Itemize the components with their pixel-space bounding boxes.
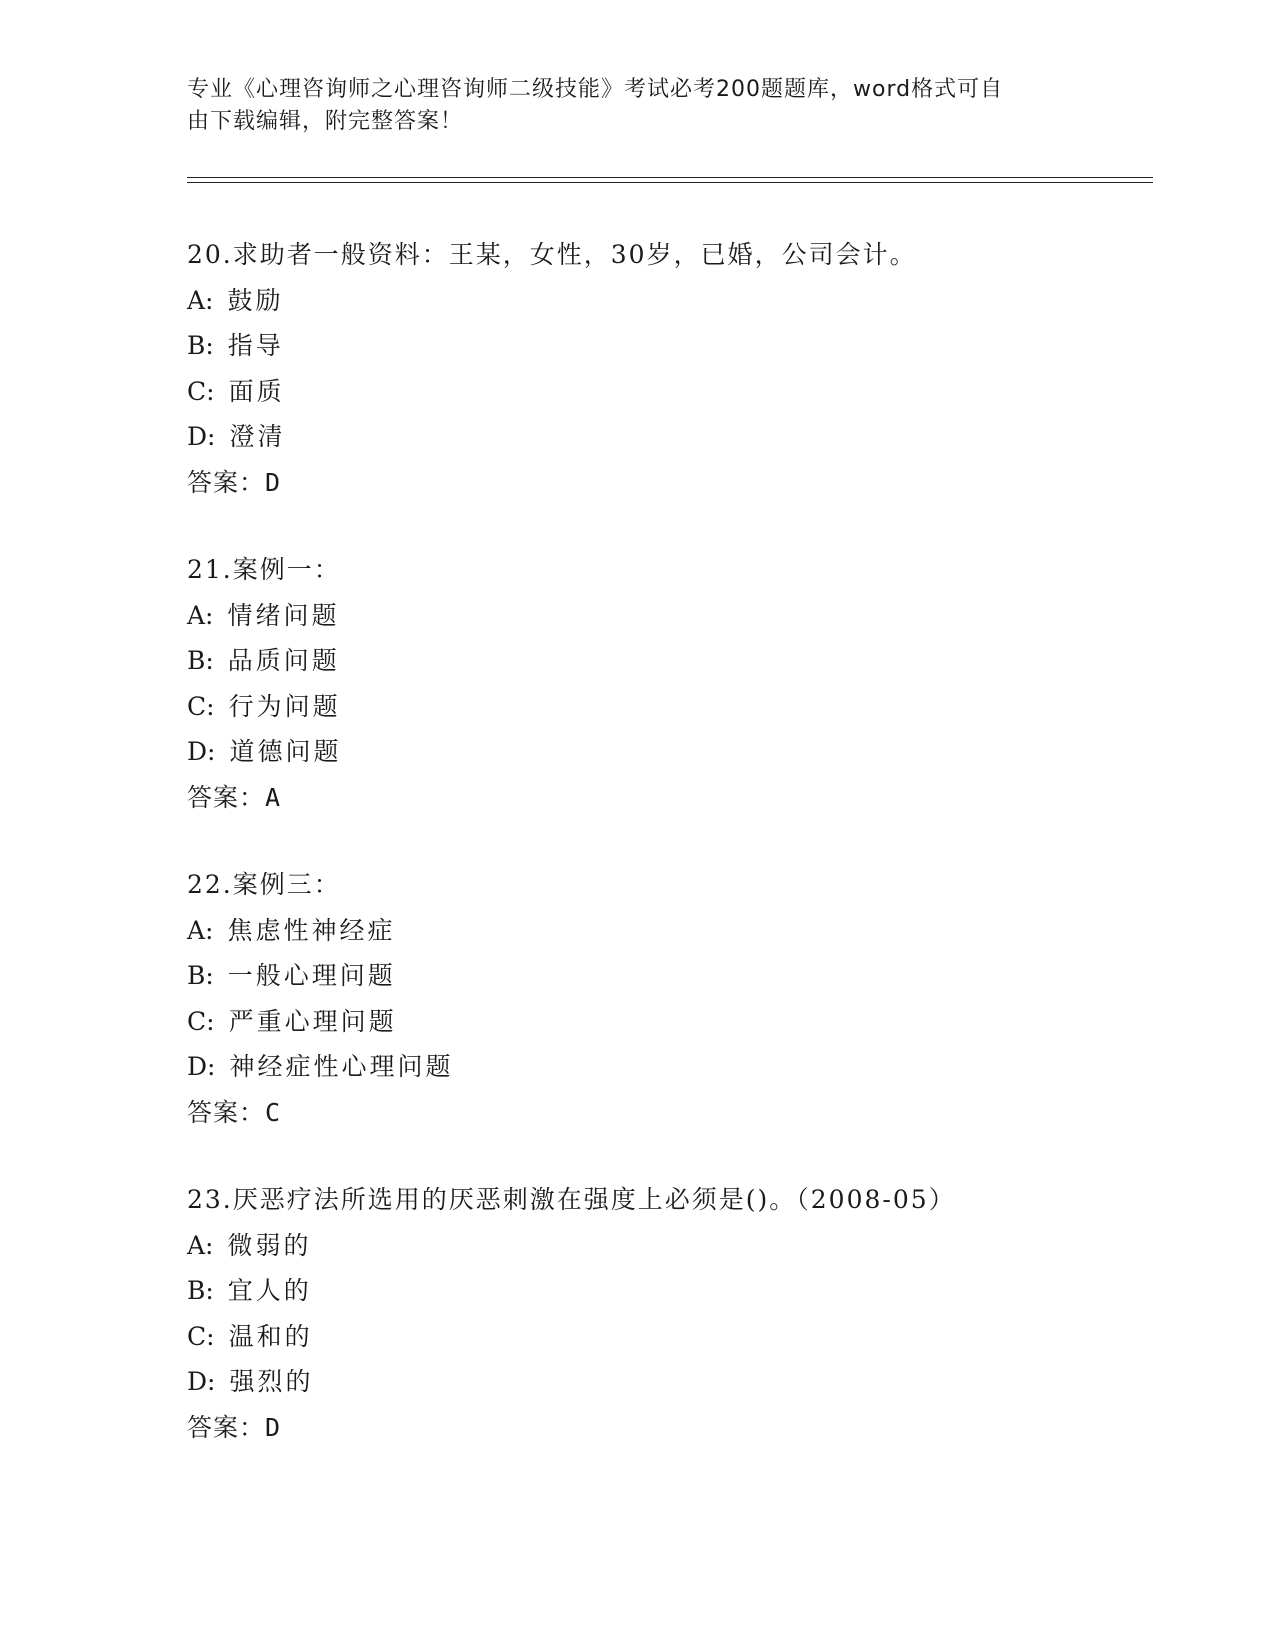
option-letter: B:	[187, 646, 214, 675]
question-21	[187, 547, 1147, 820]
option-letter: A:	[187, 600, 214, 630]
option-letter: C:	[187, 376, 215, 406]
answer-line	[187, 1405, 1147, 1451]
option-letter: A:	[187, 1230, 214, 1260]
answer-value: D	[265, 467, 281, 497]
document-header	[187, 74, 1067, 138]
option-letter: C:	[187, 1321, 215, 1351]
option-d	[187, 1359, 1147, 1405]
option-letter: D:	[187, 737, 216, 766]
header-line-2: 由下载编辑，附完整答案！	[187, 109, 464, 134]
question-stem: 21.案例一：	[187, 555, 341, 584]
option-text: 行为问题	[228, 691, 341, 721]
option-text: 温和的	[228, 1321, 313, 1351]
option-a	[187, 593, 1147, 639]
header-divider-top	[187, 177, 1153, 178]
option-letter: B:	[187, 1276, 214, 1305]
option-text: 品质问题	[227, 646, 340, 675]
question-stem: 22.案例三：	[187, 870, 341, 899]
option-letter: B:	[187, 961, 214, 990]
option-text: 焦虑性神经症	[227, 915, 396, 945]
option-text: 神经症性心理问题	[229, 1052, 454, 1081]
option-letter: D:	[187, 422, 216, 451]
option-d	[187, 1044, 1147, 1090]
question-20	[187, 232, 1147, 505]
option-letter: C:	[187, 691, 215, 721]
option-a	[187, 278, 1147, 324]
answer-value: C	[265, 1097, 281, 1127]
option-letter: A:	[187, 915, 214, 945]
option-c	[187, 684, 1147, 730]
option-text: 面质	[228, 376, 285, 406]
option-text: 微弱的	[227, 1230, 312, 1260]
option-d	[187, 414, 1147, 460]
option-c	[187, 1314, 1147, 1360]
question-22	[187, 862, 1147, 1135]
answer-label: 答案：	[187, 782, 266, 812]
answer-value: D	[265, 1412, 281, 1442]
option-text: 严重心理问题	[228, 1006, 397, 1036]
option-text: 指导	[227, 331, 284, 360]
option-letter: B:	[187, 331, 214, 360]
option-text: 宜人的	[227, 1276, 312, 1305]
option-text: 情绪问题	[227, 600, 340, 630]
question-stem: 20.求助者一般资料：王某，女性，30岁，已婚，公司会计。	[187, 240, 917, 269]
option-letter: C:	[187, 1006, 215, 1036]
answer-label: 答案：	[187, 467, 266, 497]
option-text: 强烈的	[229, 1367, 314, 1396]
option-b	[187, 1268, 1147, 1314]
option-text: 鼓励	[227, 285, 284, 315]
option-a	[187, 908, 1147, 954]
answer-label: 答案：	[187, 1097, 266, 1127]
header-line-1: 专业《心理咨询师之心理咨询师二级技能》考试必考200题题库，word格式可自	[187, 77, 1004, 102]
option-text: 澄清	[229, 422, 286, 451]
header-divider-bottom	[187, 182, 1153, 183]
answer-line	[187, 1090, 1147, 1136]
option-b	[187, 638, 1147, 684]
option-letter: D:	[187, 1052, 216, 1081]
option-d	[187, 729, 1147, 775]
option-text: 一般心理问题	[227, 961, 396, 990]
option-c	[187, 999, 1147, 1045]
answer-label: 答案：	[187, 1412, 266, 1442]
option-a	[187, 1223, 1147, 1269]
option-letter: D:	[187, 1367, 216, 1396]
option-c	[187, 369, 1147, 415]
question-stem: 23.厌恶疗法所选用的厌恶刺激在强度上必须是()。（2008-05）	[187, 1185, 956, 1214]
option-text: 道德问题	[229, 737, 342, 766]
option-b	[187, 323, 1147, 369]
option-letter: A:	[187, 285, 214, 315]
answer-value: A	[265, 782, 281, 812]
question-23	[187, 1177, 1147, 1450]
answer-line	[187, 460, 1147, 506]
option-b	[187, 953, 1147, 999]
answer-line	[187, 775, 1147, 821]
